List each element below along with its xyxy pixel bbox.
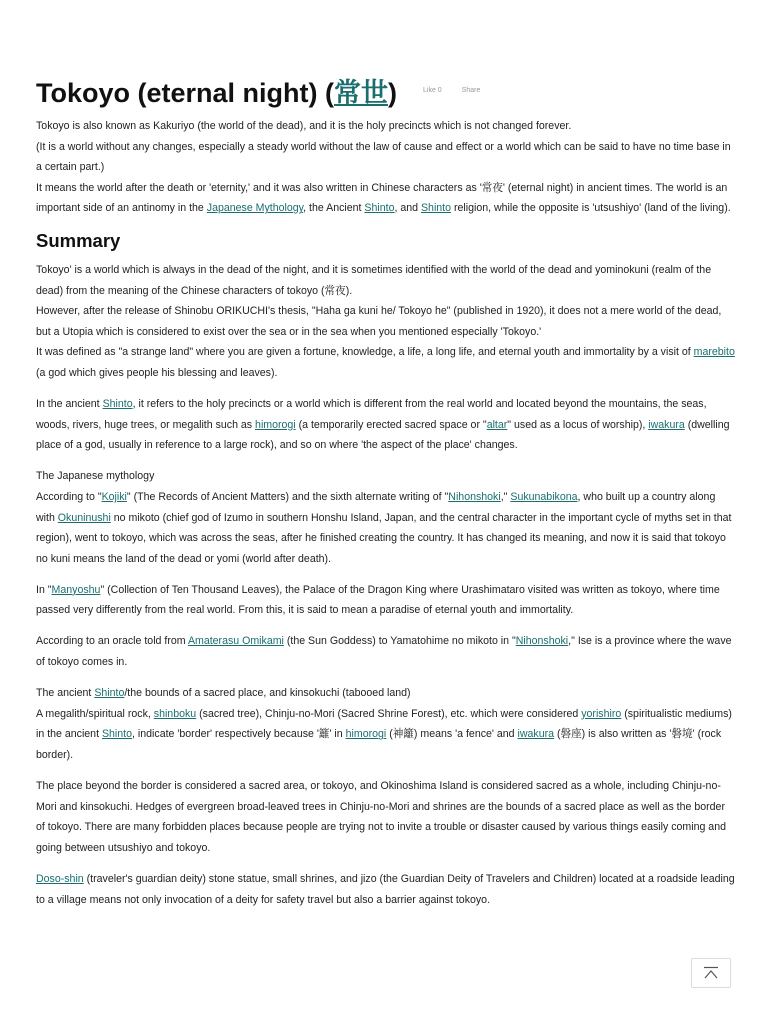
link-himorogi[interactable]: himorogi (345, 728, 387, 741)
summary-paragraph: Doso-shin (traveler's guardian deity) stone statue, small shrines, and jizo (the Guardian Deity of Travelers and Children) located at a roadside leading to a village means not only invocation of a deity for safety travel but also a barrier against tokoyo. (36, 872, 735, 906)
subsection-title: The ancient Shinto/the bounds of a sacred place, and kinsokuchi (tabooed land) (36, 687, 411, 700)
summary-heading: Summary (36, 229, 121, 251)
summary-paragraph: A megalith/spiritual rock, shinboku (sacred tree), Chinju-no-Mori (Sacred Shrine Forest), etc. which were considered yorishiro (spiritualistic mediums) in the ancient Shinto, indicate 'border' respectively because '籬' in himorogi (神籬) means 'a fence' and iwakura (磐座) is also written as '磐境' (rock border). (36, 707, 732, 761)
link-shinto[interactable]: Shinto (101, 728, 133, 741)
summary-paragraph: The place beyond the border is considered a sacred area, or tokoyo, and Okinoshima Island is considered sacred as a whole, including Chinju-no-Mori and kinsokuchi. Hedges of evergreen broad-leaved trees in Chinju-no-Mori and shrines are the bounds of a sacred place as well as the border of tokoyo. There are many forbidden places because people are trying not to invite a trouble or disaster caused by various things easily coming and going between utsushiyo and tokoyo. (36, 780, 726, 854)
link-shinto[interactable]: Shinto (102, 398, 133, 411)
intro-paragraph: (It is a world without any changes, especially a steady world without the law of cause and effect or a world which can be said to have no time base in a certain part.) (36, 140, 731, 174)
intro-paragraph: It means the world after the death or 'eternity,' and it was also written in Chinese characters as '常夜' (eternal night) in ancient times. The world is an important side of an antinomy in the Japanese Mythology, the Ancient Shinto, and Shinto religion, while the opposite is 'utsushiyo' (land of the living). (36, 181, 731, 215)
summary-paragraph: However, after the release of Shinobu ORIKUCHI's thesis, "Haha ga kuni he/ Tokoyo he" (published in 1920), it does not a mere world of the dead, but a Utopia which is considered to exist over the sea or in the sea when you mentioned especially 'Tokoyo.' (36, 305, 722, 338)
intro-section (36, 116, 736, 219)
link-japanese-mythology[interactable]: Japanese Mythology (206, 202, 304, 215)
article (36, 70, 736, 910)
link-nihonshoki[interactable]: Nihonshoki (448, 490, 501, 503)
link-nihonshoki[interactable]: Nihonshoki (515, 635, 569, 648)
link-shinto[interactable]: Shinto (94, 687, 125, 700)
link-doso-shin[interactable]: Doso-shin (36, 872, 84, 885)
link-okuninushi[interactable]: Okuninushi (57, 511, 111, 524)
summary-paragraph: It was defined as "a strange land" where you are given a fortune, knowledge, a life, a long life, and eternal youth and immortality by a visit of marebito (a god which gives people his blessing and leaves). (36, 346, 735, 379)
page-title: Tokoyo (eternal night) (常世) (36, 77, 397, 108)
share-button[interactable]: Share (461, 86, 481, 94)
summary-section (36, 260, 736, 910)
link-manyoshu[interactable]: Manyoshu (51, 583, 101, 596)
link-amaterasu-omikami[interactable]: Amaterasu Omikami (187, 635, 284, 648)
link-shinto[interactable]: Shinto (420, 202, 452, 215)
link-marebito[interactable]: marebito (693, 346, 735, 359)
summary-paragraph: According to "Kojiki" (The Records of Ancient Matters) and the sixth alternate writing of "Nihonshoki," Sukunabikona, who built up a country along with Okuninushi no mikoto (chief god of Izumo in southern Honshu Island, Japan, and the central character in the important cycle of myths set in that region), went to tokoyo, which was across the seas, after he finished creating the country. It has changed its meaning, and now it is said that tokoyo no kuni means the land of the dead or yomi (world after death). (36, 490, 732, 565)
title-row (36, 70, 736, 110)
link-kojiki[interactable]: Kojiki (101, 490, 127, 503)
summary-paragraph: Tokoyo' is a world which is always in the dead of the night, and it is sometimes identified with the world of the dead and yominokuni (realm of the dead) from the meaning of the Chinese characters of tokoyo (常夜). (36, 263, 712, 297)
intro-paragraph: Tokoyo is also known as Kakuriyo (the world of the dead), and it is the holy precincts which is not changed forever. (36, 120, 572, 132)
arrow-up-to-line-icon (703, 966, 719, 980)
subsection-title: The Japanese mythology (36, 470, 155, 483)
link-yorishiro[interactable]: yorishiro (581, 707, 622, 720)
link-shinto[interactable]: Shinto (364, 202, 395, 215)
like-button[interactable]: Like 0 (423, 86, 442, 94)
title-kanji-link[interactable]: 常世 (334, 77, 388, 108)
summary-paragraph: According to an oracle told from Amaterasu Omikami (the Sun Goddess) to Yamatohime no mikoto in "Nihonshoki," Ise is a province where the wave of tokoyo comes in. (36, 635, 732, 669)
social-buttons (423, 87, 480, 94)
link-sukunabikona[interactable]: Sukunabikona (510, 490, 578, 503)
back-to-top-button[interactable] (691, 958, 731, 988)
link-iwakura[interactable]: iwakura (648, 418, 685, 431)
link-shinboku[interactable]: shinboku (153, 707, 197, 720)
link-iwakura[interactable]: iwakura (517, 728, 555, 741)
link-himorogi[interactable]: himorogi (255, 418, 296, 431)
summary-paragraph: In "Manyoshu" (Collection of Ten Thousand Leaves), the Palace of the Dragon King where Urashimataro visited was written as tokoyo, where time passed very differently from the real world. From this, it is said to mean a paradise of eternal youth and immortality. (36, 583, 720, 617)
summary-paragraph: In the ancient Shinto, it refers to the holy precincts or a world which is different from the real world and located beyond the mountains, the seas, woods, rivers, huge trees, or megalith such as himorogi (a temporarily erected sacred space or "altar" used as a locus of worship), iwakura (dwelling place of a god, usually in reference to a large rock), and so on where 'the aspect of the place' changes. (36, 398, 730, 452)
link-altar[interactable]: altar (486, 418, 508, 431)
